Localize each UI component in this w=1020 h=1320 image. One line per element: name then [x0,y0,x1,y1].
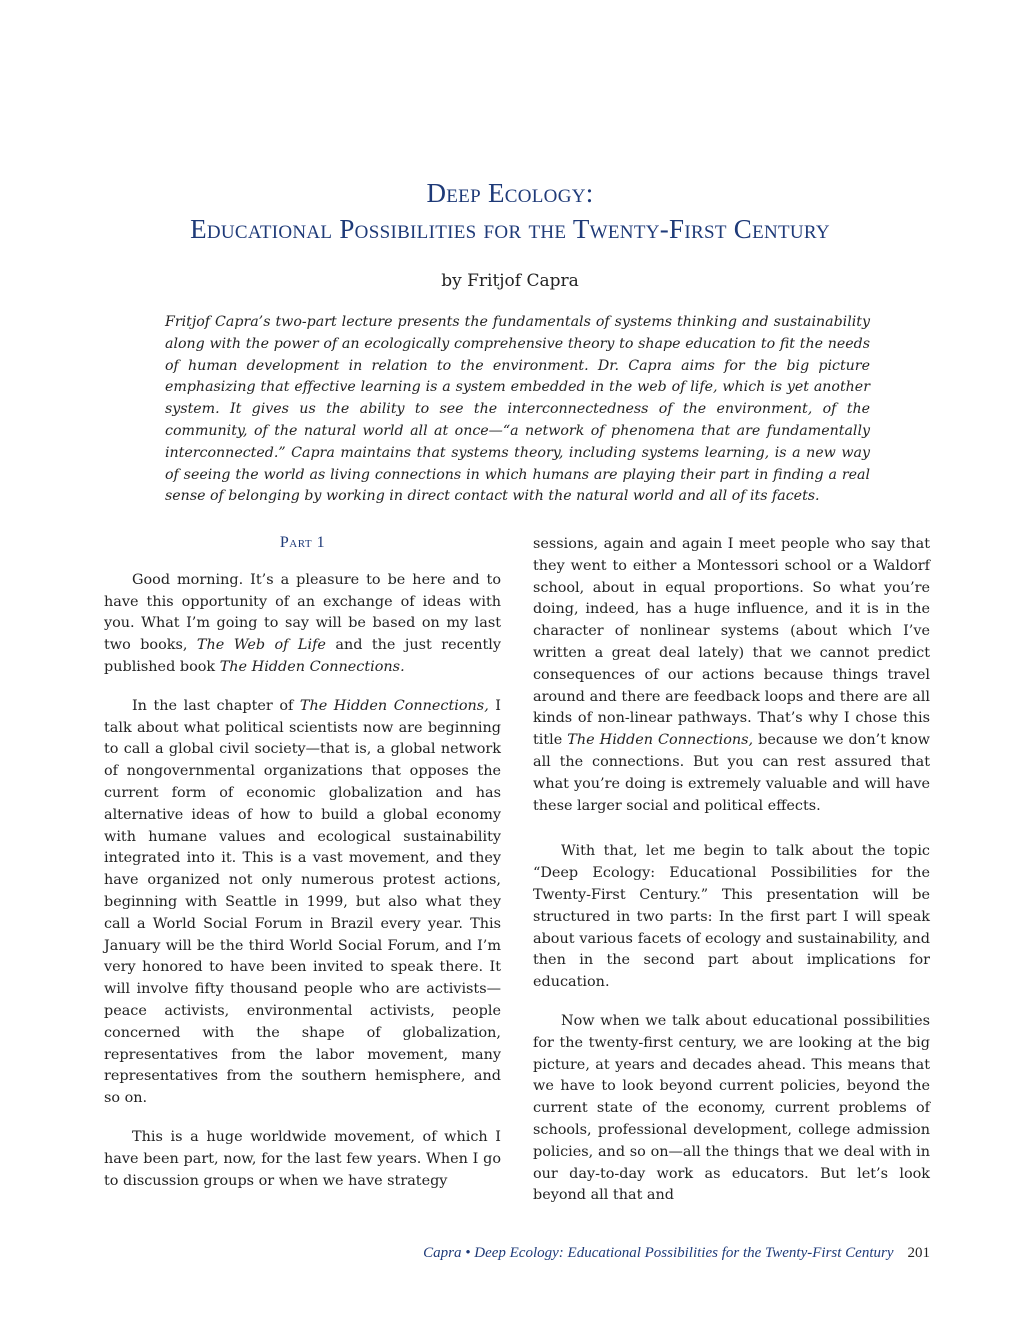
paragraph: In the last chapter of The Hidden Connections, I talk about what political scientists now are beginning to call a global civil society—that is, a global network of nongovernmental organizations that opposes the current form of economic globalization and has alternative ideas of how to build a global economy with humane values and ecological sustainability integrated into it. This is a vast movement, and they have organized not only numerous protest actions, beginning with Seattle in 1999, but also what they call a World Social Forum in Brazil every year. This January will be the third World Social Forum, and I’m very honored to have been invited to speak there. It will involve fifty thousand people who are activists—peace activists, environmental activists, people concerned with the shape of globalization, representatives from the labor movement, many representatives from the southern hemisphere, and so on. [104,697,501,1107]
paragraph: sessions, again and again I meet people who say that they went to either a Montessori school or a Waldorf school, about in equal proportions. So what you’re doing, indeed, has a huge influence, and it is in the character of nonlinear systems (about which I’ve written a great deal lately) that we cannot predict consequences of our actions because things travel around and there are feedback loops and there are all kinds of non-linear pathways. That’s why I chose this title The Hidden Connections, because we don’t know all the connections. But you can rest assured that what you’re doing is extremely valuable and will have these larger social and political effects. [533,536,930,814]
paragraph: Good morning. It’s a pleasure to be here and to have this opportunity of an exchange of ideas with you. What I’m going to say will be based on my last two books, The Web of Life and the just recently published book The Hidden Connections. [104,571,501,675]
title-line-2: Educational Possibilities for the Twenty-First Century [190,214,830,244]
page-number: 201 [907,1245,930,1261]
author-byline: by Fritjof Capra [441,271,579,291]
paragraph: With that, let me begin to talk about the topic “Deep Ecology: Educational Possibilities for the Twenty-First Century.” This presentation will be structured in two parts: In the first part I will speak about various facets of ecology and sustainability, and then in the second part about implications for education. [533,843,930,991]
title-line-1: Deep Ecology: [426,178,594,208]
paragraph: This is a huge worldwide movement, of which I have been part, now, for the last few years. When I go to discussion groups or when we have strategy [104,1128,501,1189]
page-footer [300,1245,930,1262]
right-column [533,534,930,1207]
book-title: The Hidden Connections, [299,697,489,714]
book-title: The Hidden Connections. [219,658,405,675]
part-heading: Part 1 [279,534,326,551]
paragraph: Now when we talk about educational possibilities for the twenty-first century, we are looking at the big picture, at years and decades ahead. This means that we have to look beyond current policies, beyond the current state of the economy, current problems of schools, professional development, college admission policies, and so on—all the things that we deal with in our day-to-day work as educators. But let’s look beyond all that and [533,1012,930,1204]
book-title: The Web of Life [196,637,326,654]
running-footer: Capra • Deep Ecology: Educational Possibilities for the Twenty-First Century [423,1245,894,1261]
article-title [0,175,1020,247]
abstract: Fritjof Capra’s two-part lecture presents the fundamentals of systems thinking and sustainability along with the power of an ecologically comprehensive theory to shape education to fit the needs of human development in relation to the environment. Dr. Capra aims for the big picture emphasizing that effective learning is a system embedded in the web of life, which is yet another system. It gives us the ability to see the interconnectedness of the environment, of the community, of the natural world all at once—“a network of phenomena that are fundamentally interconnected.” Capra maintains that systems theory, including systems learning, is a new way of seeing the world as living connections in which humans are playing their part in finding a real sense of belonging by working in direct contact with the natural world and all of its facets. [165,314,870,505]
left-column [104,532,501,1192]
book-title: The Hidden Connections, [567,732,754,749]
